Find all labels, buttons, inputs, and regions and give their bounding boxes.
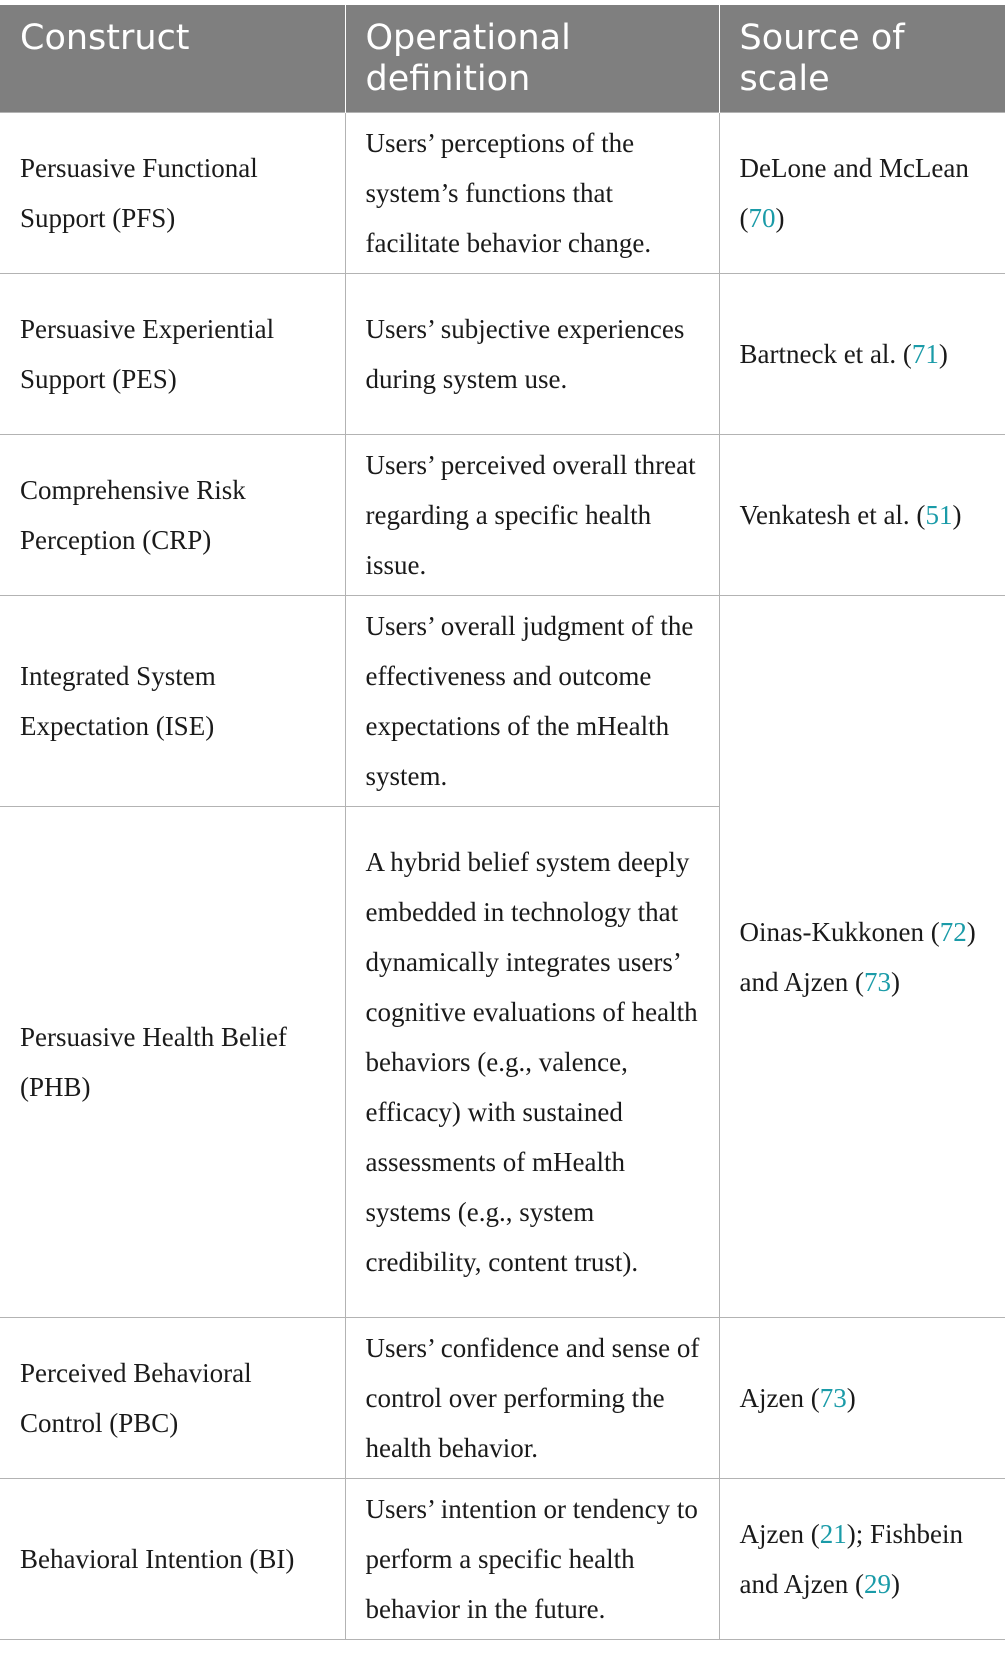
definition-cell: Users’ perceived overall threat regarding a specific health issue. xyxy=(345,435,719,596)
source-cell xyxy=(719,1318,1005,1479)
construct-cell: Persuasive Health Belief (PHB) xyxy=(0,807,345,1318)
construct-cell: Behavioral Intention (BI) xyxy=(0,1479,345,1640)
table-body xyxy=(0,113,1005,1640)
constructs-table xyxy=(0,5,1005,1640)
source-text: ) xyxy=(938,339,948,369)
source-text: Bartneck et al. ( xyxy=(739,339,912,369)
source-text: ) xyxy=(890,1569,900,1599)
definition-cell: Users’ confidence and sense of control over performing the health behavior. xyxy=(345,1318,719,1479)
reference-link[interactable]: 71 xyxy=(911,339,939,369)
source-text: ) and Ajzen ( xyxy=(739,916,976,997)
source-cell xyxy=(719,435,1005,596)
source-cell xyxy=(719,1479,1005,1640)
construct-cell: Persuasive Functional Support (PFS) xyxy=(0,113,345,274)
source-cell xyxy=(719,274,1005,435)
table-row xyxy=(0,435,1005,596)
definition-cell: Users’ overall judgment of the effectiveness and outcome expectations of the mHealth system. xyxy=(345,596,719,807)
reference-link[interactable]: 70 xyxy=(748,203,776,233)
source-cell xyxy=(719,596,1005,1318)
source-text: ) xyxy=(890,966,900,997)
header-row xyxy=(0,5,1005,113)
definition-cell: Users’ subjective experiences during system use. xyxy=(345,274,719,435)
definition-cell: A hybrid belief system deeply embedded in technology that dynamically integrates users’ cognitive evaluations of health behaviors (e.g., valence, efficacy) with sustained assessments of mHealth systems (e.g., system credibility, content trust). xyxy=(345,807,719,1318)
construct-cell: Perceived Behavioral Control (PBC) xyxy=(0,1318,345,1479)
header-construct: Construct xyxy=(0,5,345,113)
source-cell xyxy=(719,113,1005,274)
source-text: ) xyxy=(846,1383,856,1413)
reference-link[interactable]: 73 xyxy=(863,966,891,997)
source-text: Oinas-Kukkonen ( xyxy=(739,916,940,947)
reference-link[interactable]: 51 xyxy=(925,500,953,530)
reference-link[interactable]: 72 xyxy=(939,916,967,947)
table-row xyxy=(0,113,1005,274)
construct-cell: Comprehensive Risk Perception (CRP) xyxy=(0,435,345,596)
source-text: Ajzen ( xyxy=(739,1383,820,1413)
reference-link[interactable]: 21 xyxy=(819,1519,847,1549)
construct-cell: Persuasive Experiential Support (PES) xyxy=(0,274,345,435)
table-row xyxy=(0,274,1005,435)
table-header xyxy=(0,5,1005,113)
source-text: Ajzen ( xyxy=(739,1519,820,1549)
source-text: ) xyxy=(775,203,785,233)
table-row xyxy=(0,1479,1005,1640)
table-row xyxy=(0,1318,1005,1479)
header-source-of-scale: Source of scale xyxy=(719,5,1005,113)
definition-cell: Users’ perceptions of the system’s functions that facilitate behavior change. xyxy=(345,113,719,274)
reference-link[interactable]: 29 xyxy=(863,1569,891,1599)
definition-cell: Users’ intention or tendency to perform a specific health behavior in the future. xyxy=(345,1479,719,1640)
source-text: Venkatesh et al. ( xyxy=(739,500,926,530)
table-row xyxy=(0,596,1005,807)
reference-link[interactable]: 73 xyxy=(819,1383,847,1413)
source-text: ); Fishbein and Ajzen ( xyxy=(739,1519,963,1599)
source-text: ) xyxy=(952,500,962,530)
construct-cell: Integrated System Expectation (ISE) xyxy=(0,596,345,807)
source-text: DeLone and McLean ( xyxy=(739,153,969,233)
header-operational-definition: Operational definition xyxy=(345,5,719,113)
